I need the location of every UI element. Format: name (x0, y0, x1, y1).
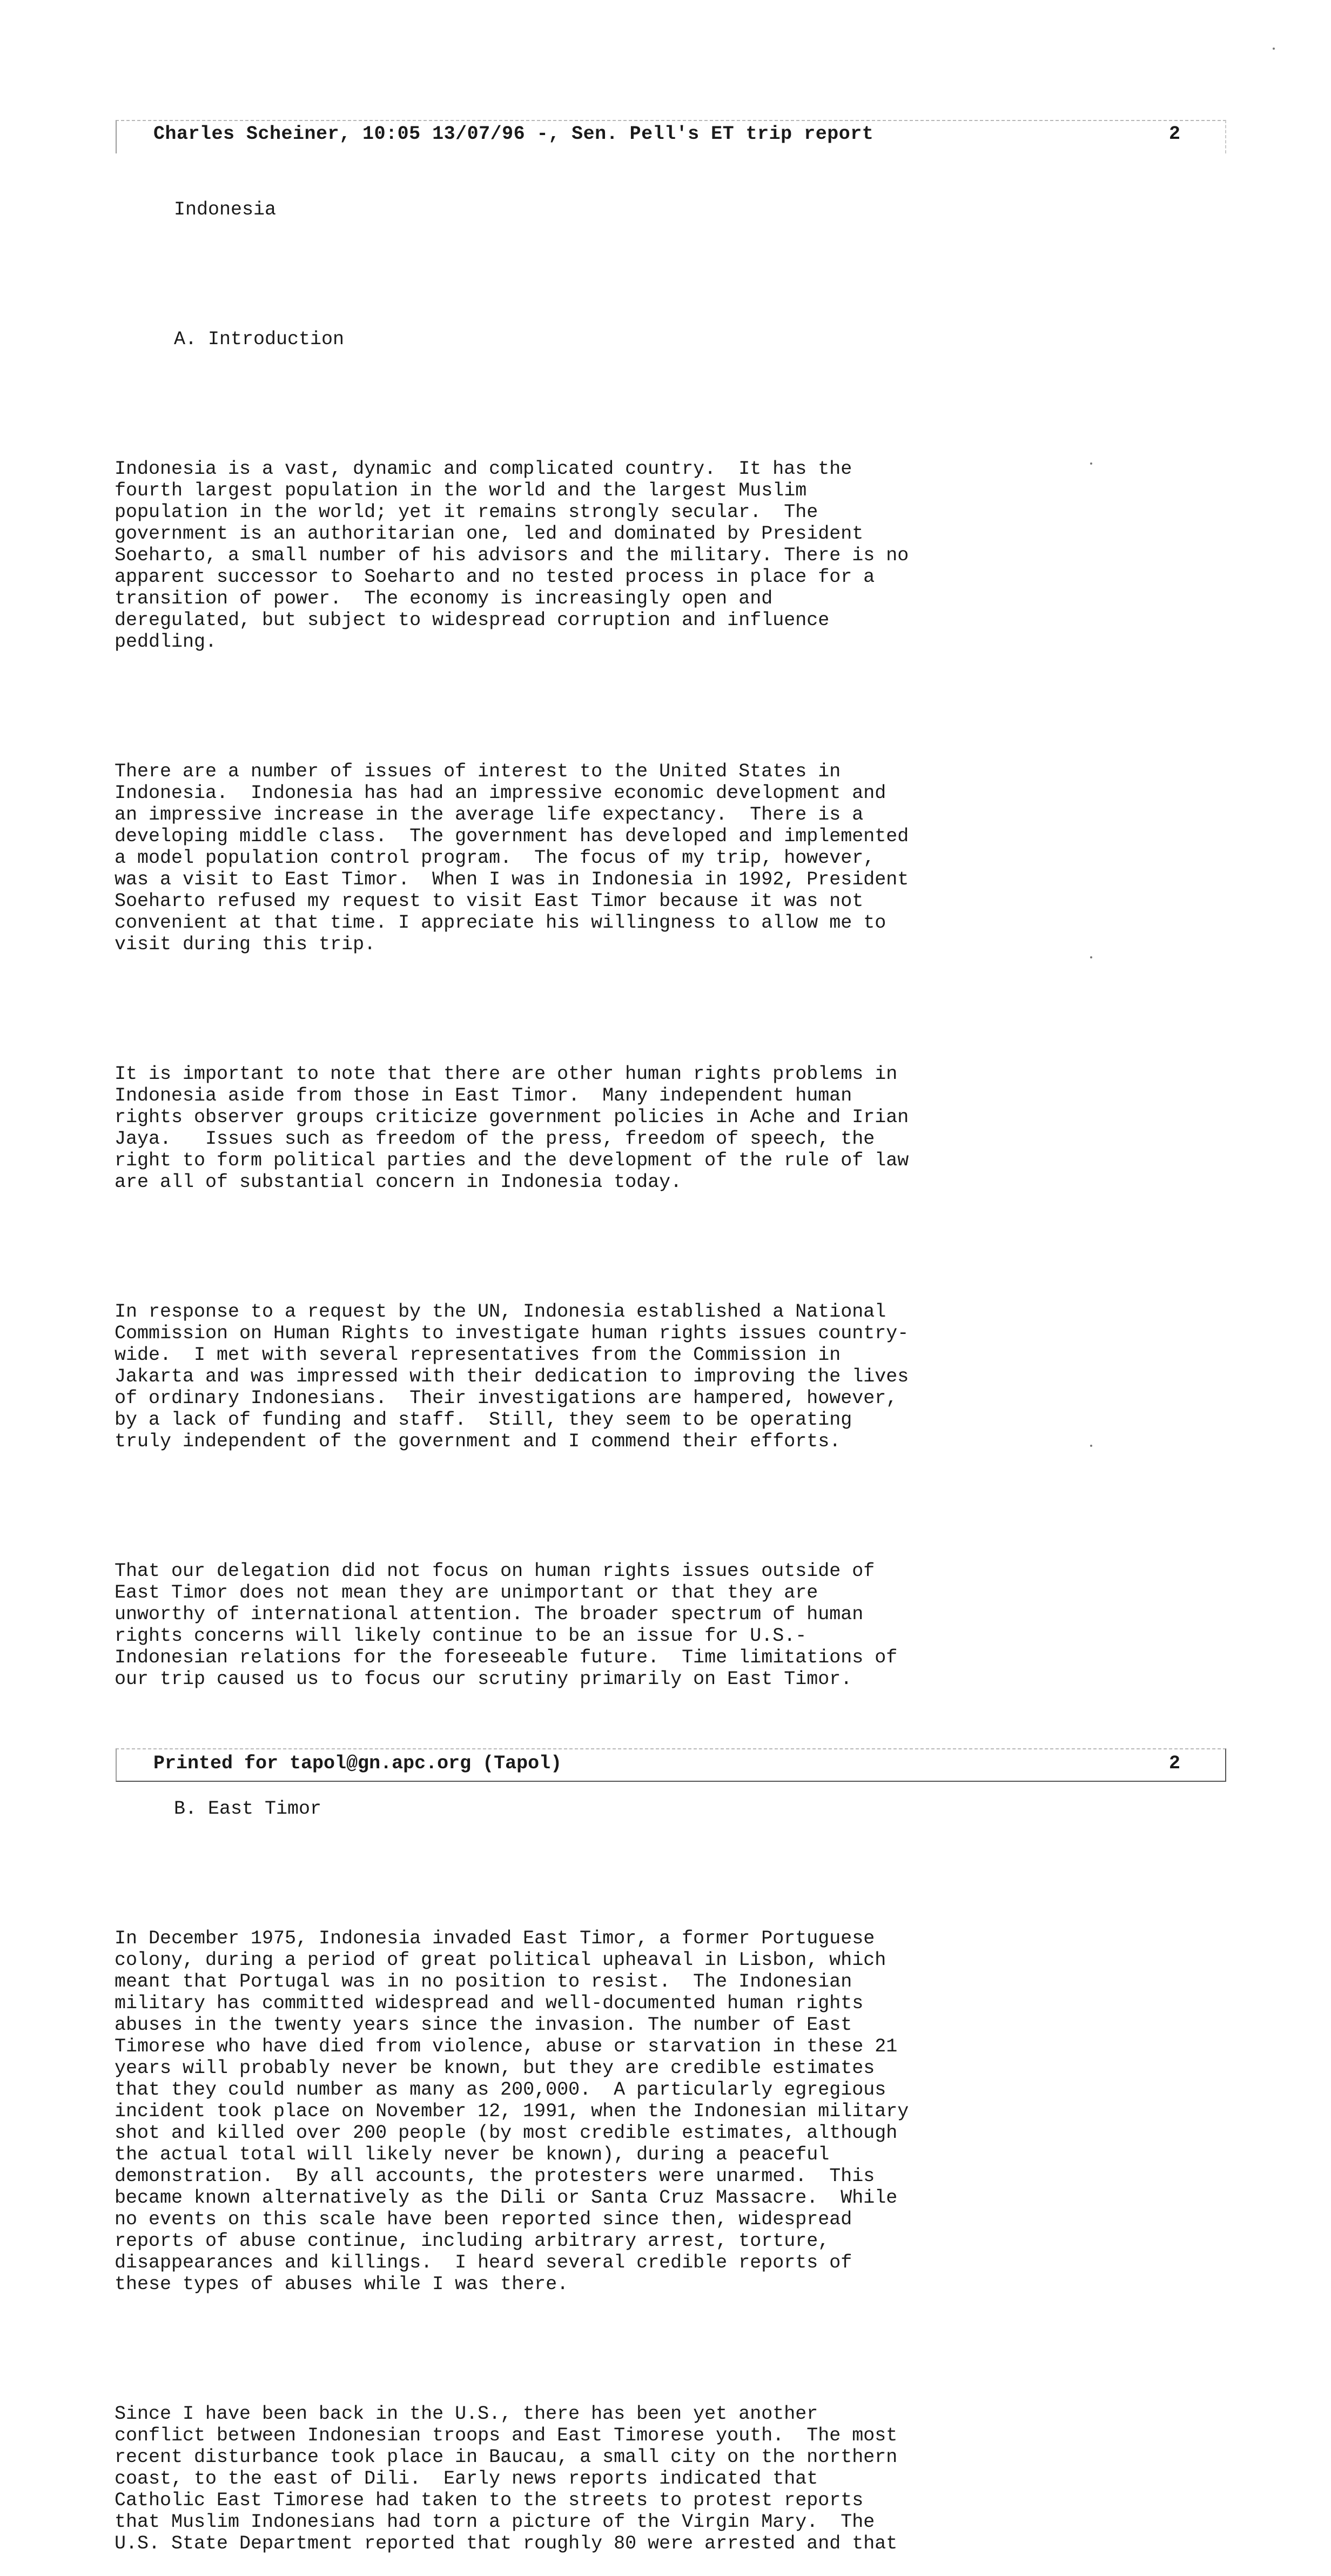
footer-printed-for: Printed for tapol@gn.apc.org (Tapol) (153, 1753, 562, 1774)
text-line: In response to a request by the UN, Indonesia established a National (115, 1301, 886, 1323)
header-title: Charles Scheiner, 10:05 13/07/96 -, Sen. Pell's ET trip report (153, 123, 874, 145)
text-line: East Timor does not mean they are unimportant or that they are (115, 1582, 818, 1604)
text-line: That our delegation did not focus on human rights issues outside of (115, 1560, 875, 1582)
text-line: shot and killed over 200 people (by most credible estimates, although (115, 2122, 898, 2144)
scan-speck (1090, 462, 1092, 465)
text-line: Commission on Human Rights to investigate human rights issues country- (115, 1323, 909, 1344)
paragraph-6 (115, 1928, 1141, 2295)
text-line: incident took place on November 12, 1991, when the Indonesian military (115, 2101, 909, 2122)
text-line: disappearances and killings. I heard several credible reports of (115, 2252, 852, 2273)
text-line: government is an authoritarian one, led and dominated by President (115, 523, 864, 545)
text-line: right to form political parties and the development of the rule of law (115, 1150, 909, 1171)
paragraph-2 (115, 761, 1141, 955)
text-line: There are a number of issues of interest to the United States in (115, 761, 841, 782)
text-line: demonstration. By all accounts, the protesters were unarmed. This (115, 2165, 875, 2187)
text-line: Indonesia is a vast, dynamic and complicated country. It has the (115, 458, 852, 480)
text-line: a model population control program. The focus of my trip, however, (115, 847, 875, 869)
text-line: rights observer groups criticize government policies in Ache and Irian (115, 1106, 909, 1128)
text-line: Catholic East Timorese had taken to the streets to protest reports (115, 2490, 864, 2511)
text-line: military has committed widespread and well-documented human rights (115, 1993, 864, 2014)
text-line: the actual total will likely never be known), during a peaceful (115, 2144, 830, 2165)
text-line: fourth largest population in the world and the largest Muslim (115, 480, 807, 501)
text-line: unworthy of international attention. The broader spectrum of human (115, 1604, 864, 1625)
text-line: meant that Portugal was in no position to resist. The Indonesian (115, 1971, 852, 1993)
text-line: convenient at that time. I appreciate his willingness to allow me to (115, 912, 886, 934)
text-line: Indonesian relations for the foreseeable future. Time limitations of (115, 1647, 898, 1668)
text-line: In December 1975, Indonesia invaded East Timor, a former Portuguese (115, 1928, 875, 1949)
text-line: Soeharto refused my request to visit East Timor because it was not (115, 890, 864, 912)
document-body (115, 156, 1141, 2576)
text-line: years will probably never be known, but they are credible estimates (115, 2057, 875, 2079)
text-line: by a lack of funding and staff. Still, they seem to be operating (115, 1409, 852, 1431)
text-line: became known alternatively as the Dili or Santa Cruz Massacre. While (115, 2187, 898, 2209)
text-line: rights concerns will likely continue to be an issue for U.S.- (115, 1625, 807, 1647)
text-line: these types of abuses while I was there. (115, 2273, 569, 2295)
text-line: are all of substantial concern in Indonesia today. (115, 1171, 682, 1193)
text-line: visit during this trip. (115, 934, 376, 955)
text-line: wide. I met with several representatives from the Commission in (115, 1344, 841, 1366)
text-line: coast, to the east of Dili. Early news reports indicated that (115, 2468, 818, 2490)
text-line: U.S. State Department reported that roughly 80 were arrested and that (115, 2533, 898, 2554)
paragraph-7 (115, 2403, 1141, 2554)
text-line: truly independent of the government and I commend their efforts. (115, 1431, 841, 1452)
text-line: Soeharto, a small number of his advisors and the military. There is no (115, 545, 909, 566)
text-line: transition of power. The economy is increasingly open and (115, 588, 773, 609)
text-line: no events on this scale have been reported since then, widespread (115, 2209, 852, 2230)
text-line: that they could number as many as 200,000. A particularly egregious (115, 2079, 886, 2101)
paragraph-1 (115, 458, 1141, 653)
text-line: developing middle class. The government has developed and implemented (115, 826, 909, 847)
footer-page-number: 2 (1169, 1753, 1181, 1774)
country-heading: Indonesia (174, 199, 277, 220)
text-line: Jakarta and was impressed with their dedication to improving the lives (115, 1366, 909, 1387)
section-a-heading: A. Introduction (174, 328, 345, 350)
text-line: recent disturbance took place in Baucau, a small city on the northern (115, 2446, 898, 2468)
scan-speck (1090, 956, 1092, 958)
scan-speck (1273, 48, 1275, 50)
header-page-number: 2 (1169, 123, 1181, 145)
text-line: deregulated, but subject to widespread corruption and influence (115, 609, 830, 631)
text-line: peddling. (115, 631, 217, 653)
text-line: was a visit to East Timor. When I was in Indonesia in 1992, President (115, 869, 909, 890)
text-line: Jaya. Issues such as freedom of the press, freedom of speech, the (115, 1128, 875, 1150)
text-line: It is important to note that there are other human rights problems in (115, 1063, 898, 1085)
text-line: population in the world; yet it remains strongly secular. The (115, 501, 818, 523)
text-line: apparent successor to Soeharto and no tested process in place for a (115, 566, 875, 588)
text-line: abuses in the twenty years since the invasion. The number of East (115, 2014, 852, 2036)
text-line: Indonesia. Indonesia has had an impressive economic development and (115, 782, 886, 804)
text-line: Indonesia aside from those in East Timor. Many independent human (115, 1085, 852, 1106)
text-line: that Muslim Indonesians had torn a picture of the Virgin Mary. The (115, 2511, 875, 2533)
text-line: reports of abuse continue, including arbitrary arrest, torture, (115, 2230, 830, 2252)
paragraph-5 (115, 1560, 1141, 1690)
text-line: of ordinary Indonesians. Their investigations are hampered, however, (115, 1387, 898, 1409)
text-line: colony, during a period of great political upheaval in Lisbon, which (115, 1949, 886, 1971)
scan-speck (1090, 1445, 1092, 1447)
paragraph-3 (115, 1063, 1141, 1193)
section-b-heading: B. East Timor (174, 1798, 322, 1820)
text-line: Timorese who have died from violence, abuse or starvation in these 21 (115, 2036, 898, 2057)
text-line: an impressive increase in the average life expectancy. There is a (115, 804, 864, 826)
paragraph-4 (115, 1301, 1141, 1452)
text-line: conflict between Indonesian troops and East Timorese youth. The most (115, 2425, 898, 2446)
text-line: our trip caused us to focus our scrutiny primarily on East Timor. (115, 1668, 852, 1690)
text-line: Since I have been back in the U.S., there has been yet another (115, 2403, 818, 2425)
